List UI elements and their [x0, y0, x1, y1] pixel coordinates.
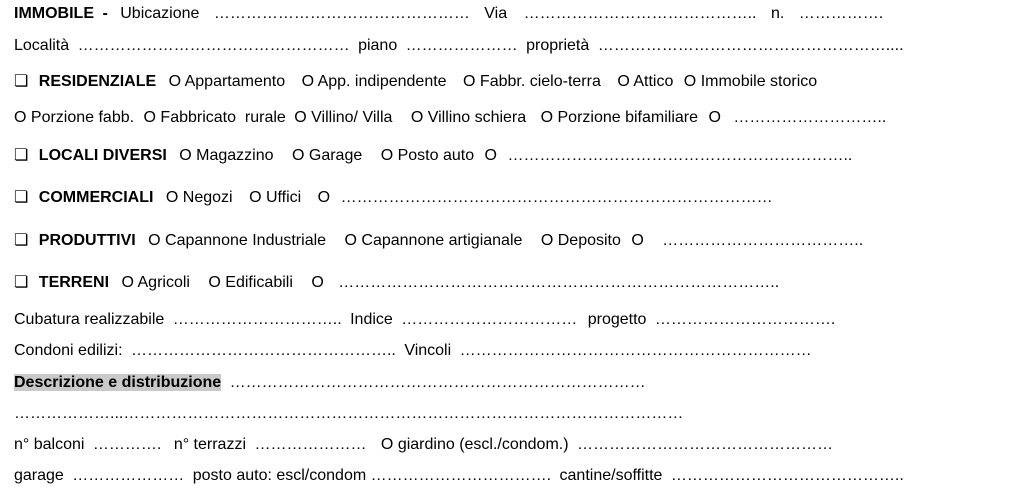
opt-capannone-artigianale[interactable]: O Capannone artigianale [344, 232, 523, 249]
progetto-field[interactable]: ……………………………. [654, 311, 836, 328]
locali-label: LOCALI DIVERSI [38, 147, 167, 164]
residenziale-label: RESIDENZIALE [38, 73, 157, 90]
cubatura-label: Cubatura realizzabile [14, 311, 165, 328]
descrizione-field[interactable]: …………………………………………………………………… [229, 374, 646, 391]
terrazzi-field[interactable]: ………………… [254, 436, 367, 453]
opt-villino-schiera[interactable]: O Villino schiera [410, 109, 527, 126]
residenziale-checkbox[interactable]: ❏ [14, 71, 29, 90]
opt-agricoli[interactable]: O Agricoli [121, 274, 190, 291]
progetto-label: progetto [587, 311, 647, 328]
cantine-field[interactable]: …………………………………….. [670, 467, 904, 484]
indice-label: Indice [350, 311, 393, 328]
descrizione-label: Descrizione e distribuzione [14, 374, 222, 391]
row-garage [14, 466, 904, 486]
produttivi-checkbox[interactable]: ❏ [14, 230, 29, 249]
posto-auto-field[interactable]: ……………………………. [370, 467, 552, 484]
produttivi-label: PRODUTTIVI [38, 232, 136, 249]
via-field[interactable]: …………………………………….. [523, 5, 757, 22]
condoni-label: Condoni edilizi: [14, 342, 123, 359]
opt-fabbricato-rurale[interactable]: O Fabbricato rurale [143, 109, 286, 126]
garage-label: garage [14, 467, 64, 484]
terrazzi-label: n° terrazzi [173, 436, 247, 453]
row-terreni [14, 272, 779, 293]
opt-posto-auto[interactable]: O Posto auto [380, 147, 475, 164]
balconi-label: n° balconi [14, 436, 85, 453]
numero-field[interactable]: ……………. [798, 5, 884, 22]
row-commerciali [14, 187, 773, 208]
ubicazione-label: Ubicazione [120, 5, 200, 22]
row-residenziale-2 [14, 108, 886, 128]
opt-giardino[interactable]: O giardino (escl./condom.) [380, 436, 569, 453]
opt-produttivi-altro[interactable]: O [631, 232, 644, 249]
row-localita [14, 36, 904, 56]
indice-field[interactable]: …………………………… [401, 311, 578, 328]
row-immobile [14, 4, 883, 24]
condoni-field[interactable]: ………………………………………….. [130, 342, 396, 359]
locali-checkbox[interactable]: ❏ [14, 145, 29, 164]
posto-auto-label: posto auto: escl/condom [192, 467, 367, 484]
opt-porzione-bifamiliare[interactable]: O Porzione bifamiliare [540, 109, 699, 126]
commerciali-checkbox[interactable]: ❏ [14, 187, 29, 206]
opt-fabbr-cielo-terra[interactable]: O Fabbr. cielo-terra [463, 73, 601, 90]
terreni-label: TERRENI [38, 274, 110, 291]
terreni-altro-field[interactable]: ……………………………………………………………………….. [338, 274, 780, 291]
via-label: Via [484, 5, 508, 22]
opt-appartamento[interactable]: O Appartamento [168, 73, 286, 90]
ubicazione-field[interactable]: ………………………………………… [213, 5, 470, 22]
opt-immobile-storico[interactable]: O Immobile storico [683, 73, 818, 90]
vincoli-label: Vincoli [404, 342, 452, 359]
descrizione-field-2[interactable]: ………………...…………………………………………………………………………………………… [14, 405, 684, 422]
vincoli-field[interactable]: ………………………………………………………… [459, 342, 812, 359]
row-descrizione [14, 373, 646, 393]
opt-commerciali-altro[interactable]: O [317, 189, 331, 206]
row-condoni [14, 341, 812, 361]
localita-field[interactable]: …………………………………………… [77, 37, 350, 54]
opt-residenziale-altro[interactable]: O [708, 109, 721, 126]
garage-field[interactable]: ………………… [72, 467, 185, 484]
residenziale-altro-field[interactable]: ……………………….. [733, 109, 887, 126]
opt-villino-villa[interactable]: O Villino/ Villa [294, 109, 393, 126]
localita-label: Località [14, 37, 70, 54]
locali-altro-field[interactable]: ……………………………………………………….. [507, 147, 853, 164]
immobile-label: IMMOBILE [14, 5, 94, 22]
opt-edificabili[interactable]: O Edificabili [208, 274, 293, 291]
row-produttivi [14, 230, 863, 251]
giardino-field[interactable]: ………………………………………… [577, 436, 834, 453]
opt-negozi[interactable]: O Negozi [165, 189, 233, 206]
piano-label: piano [358, 37, 398, 54]
row-cubatura [14, 310, 835, 330]
proprieta-field[interactable]: ……………………………………………….... [597, 37, 904, 54]
opt-garage[interactable]: O Garage [291, 147, 363, 164]
opt-porzione-fabb[interactable]: O Porzione fabb. [14, 109, 135, 126]
immobile-dash: - [102, 5, 108, 22]
opt-app-indipendente[interactable]: O App. indipendente [301, 73, 447, 90]
opt-attico[interactable]: O Attico [617, 73, 674, 90]
piano-field[interactable]: ………………… [405, 37, 518, 54]
terreni-checkbox[interactable]: ❏ [14, 272, 29, 291]
opt-terreni-altro[interactable]: O [311, 274, 324, 291]
opt-capannone-industriale[interactable]: O Capannone Industriale [148, 232, 327, 249]
produttivi-altro-field[interactable]: ……………………………….. [662, 232, 864, 249]
proprieta-label: proprietà [526, 37, 590, 54]
opt-magazzino[interactable]: O Magazzino [179, 147, 274, 164]
opt-deposito[interactable]: O Deposito [540, 232, 621, 249]
opt-uffici[interactable]: O Uffici [249, 189, 302, 206]
cantine-label: cantine/soffitte [559, 467, 663, 484]
commerciali-altro-field[interactable]: ……………………………………………………………………… [340, 189, 773, 206]
row-descrizione-2 [14, 404, 683, 424]
commerciali-label: COMMERCIALI [38, 189, 154, 206]
balconi-field[interactable]: …………. [92, 436, 162, 453]
numero-label: n. [770, 5, 785, 22]
row-locali-diversi [14, 145, 852, 166]
row-balconi [14, 435, 833, 455]
cubatura-field[interactable]: ………………………….. [172, 311, 342, 328]
row-residenziale [14, 71, 817, 92]
opt-locali-altro[interactable]: O [484, 147, 497, 164]
